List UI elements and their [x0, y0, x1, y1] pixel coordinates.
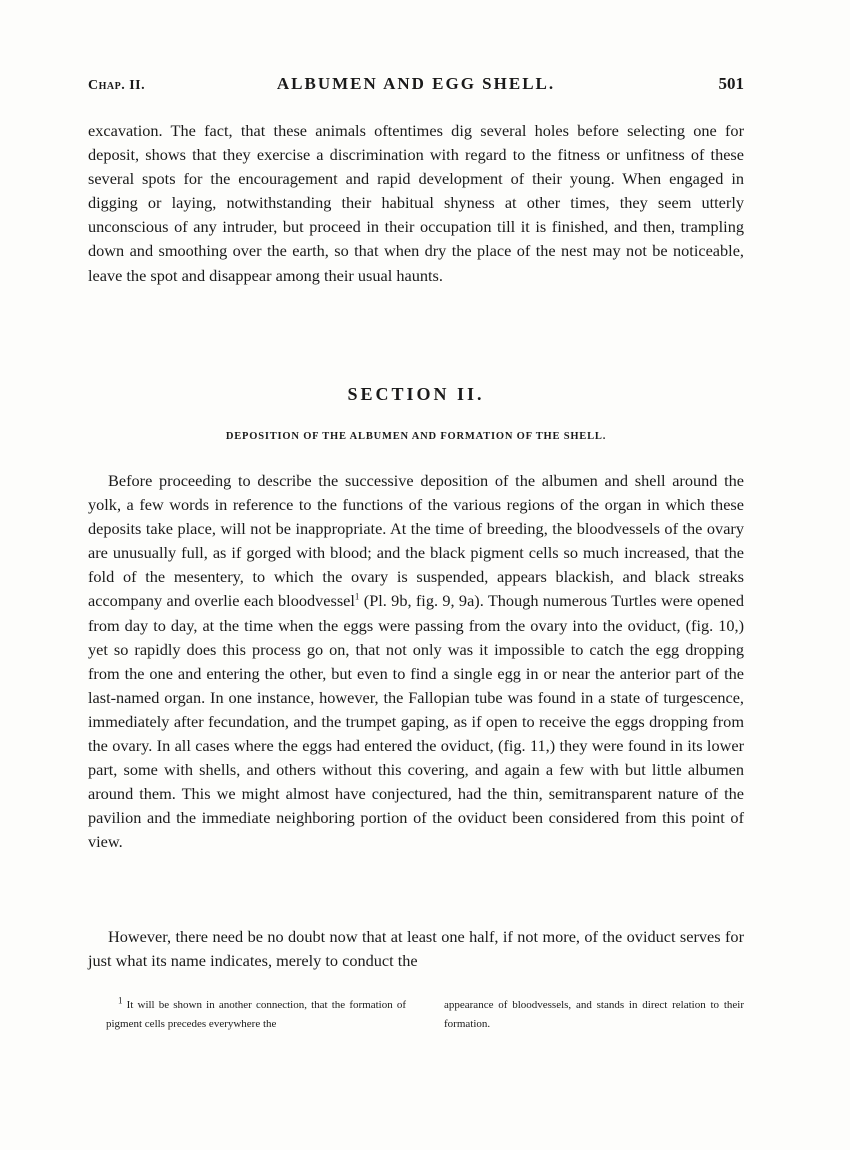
- footnote-column-left: [106, 996, 406, 1034]
- chapter-label: Chap. II.: [88, 78, 146, 93]
- paragraph-deposition-part2: (Pl. 9b, fig. 9, 9a). Though numerous Turtles were opened from day to day, at the time when the eggs were passing from the ovary into the oviduct, (fig. 10,) yet so rapidly does this process go on, that not only was it impossible to catch the egg dropping from the one and entering the other, but even to find a single egg in or near the anterior part of the last-named organ. In one instance, however, the Fallopian tube was found in a state of turgescence, immediately after fecundation, and the trumpet gaping, as if open to receive the eggs dropping from the ovary. In all cases where the eggs had entered the oviduct, (fig. 11,) they were found in its lower part, some with shells, and others without this covering, and again a few with but little albumen around them. This we might almost have conjectured, had the thin, semitransparent nature of the pavilion and the immediate neighboring portion of the oviduct been considered from this point of view.: [88, 591, 744, 852]
- footnote-reference: 1: [354, 592, 360, 603]
- footnote-text-left: It will be shown in another connection, that the formation of pigment cells precedes everywhere the: [106, 999, 406, 1030]
- section-subheading: DEPOSITION OF THE ALBUMEN AND FORMATION OF THE SHELL.: [225, 431, 607, 442]
- running-header: [88, 74, 744, 102]
- footnotes: [106, 996, 744, 1034]
- paragraph-oviduct: However, there need be no doubt now that at least one half, if not more, of the oviduct serves for just what its name indicates, merely to conduct the: [88, 927, 744, 971]
- paragraph-deposition: [88, 469, 744, 855]
- paragraph-deposition-part1: Before proceeding to describe the successive deposition of the albumen and shell around the yolk, a few words in reference to the functions of the various regions of the organ in which these deposits take place, will not be inappropriate. At the time of breeding, the bloodvessels of the ovary are unusually full, as if gorged with blood; and the black pigment cells so much increased, that the fold of the mesentery, to which the ovary is suspended, appears blackish, and black streaks accompany and overlie each bloodvessel: [88, 471, 744, 611]
- section-heading: SECTION II.: [347, 384, 485, 404]
- paragraph-excavation: excavation. The fact, that these animals oftentimes dig several holes before selecting one for deposit, shows that they exercise a discrimination with regard to the fitness or unfitness of these several spots for the encouragement and rapid development of their young. When engaged in digging or laying, notwithstanding their habitual shyness at other times, they seem utterly unconscious of any intruder, but proceed in their occupation till it is finished, and then, trampling down and smoothing over the earth, so that when dry the place of the nest may not be noticeable, leave the spot and disappear among their usual haunts.: [88, 121, 744, 285]
- footnote-column-right: appearance of bloodvessels, and stands in direct relation to their formation.: [444, 999, 744, 1030]
- page-number: 501: [718, 74, 744, 93]
- running-title: ALBUMEN AND EGG SHELL.: [276, 74, 556, 93]
- footnote-marker: 1: [118, 995, 123, 1006]
